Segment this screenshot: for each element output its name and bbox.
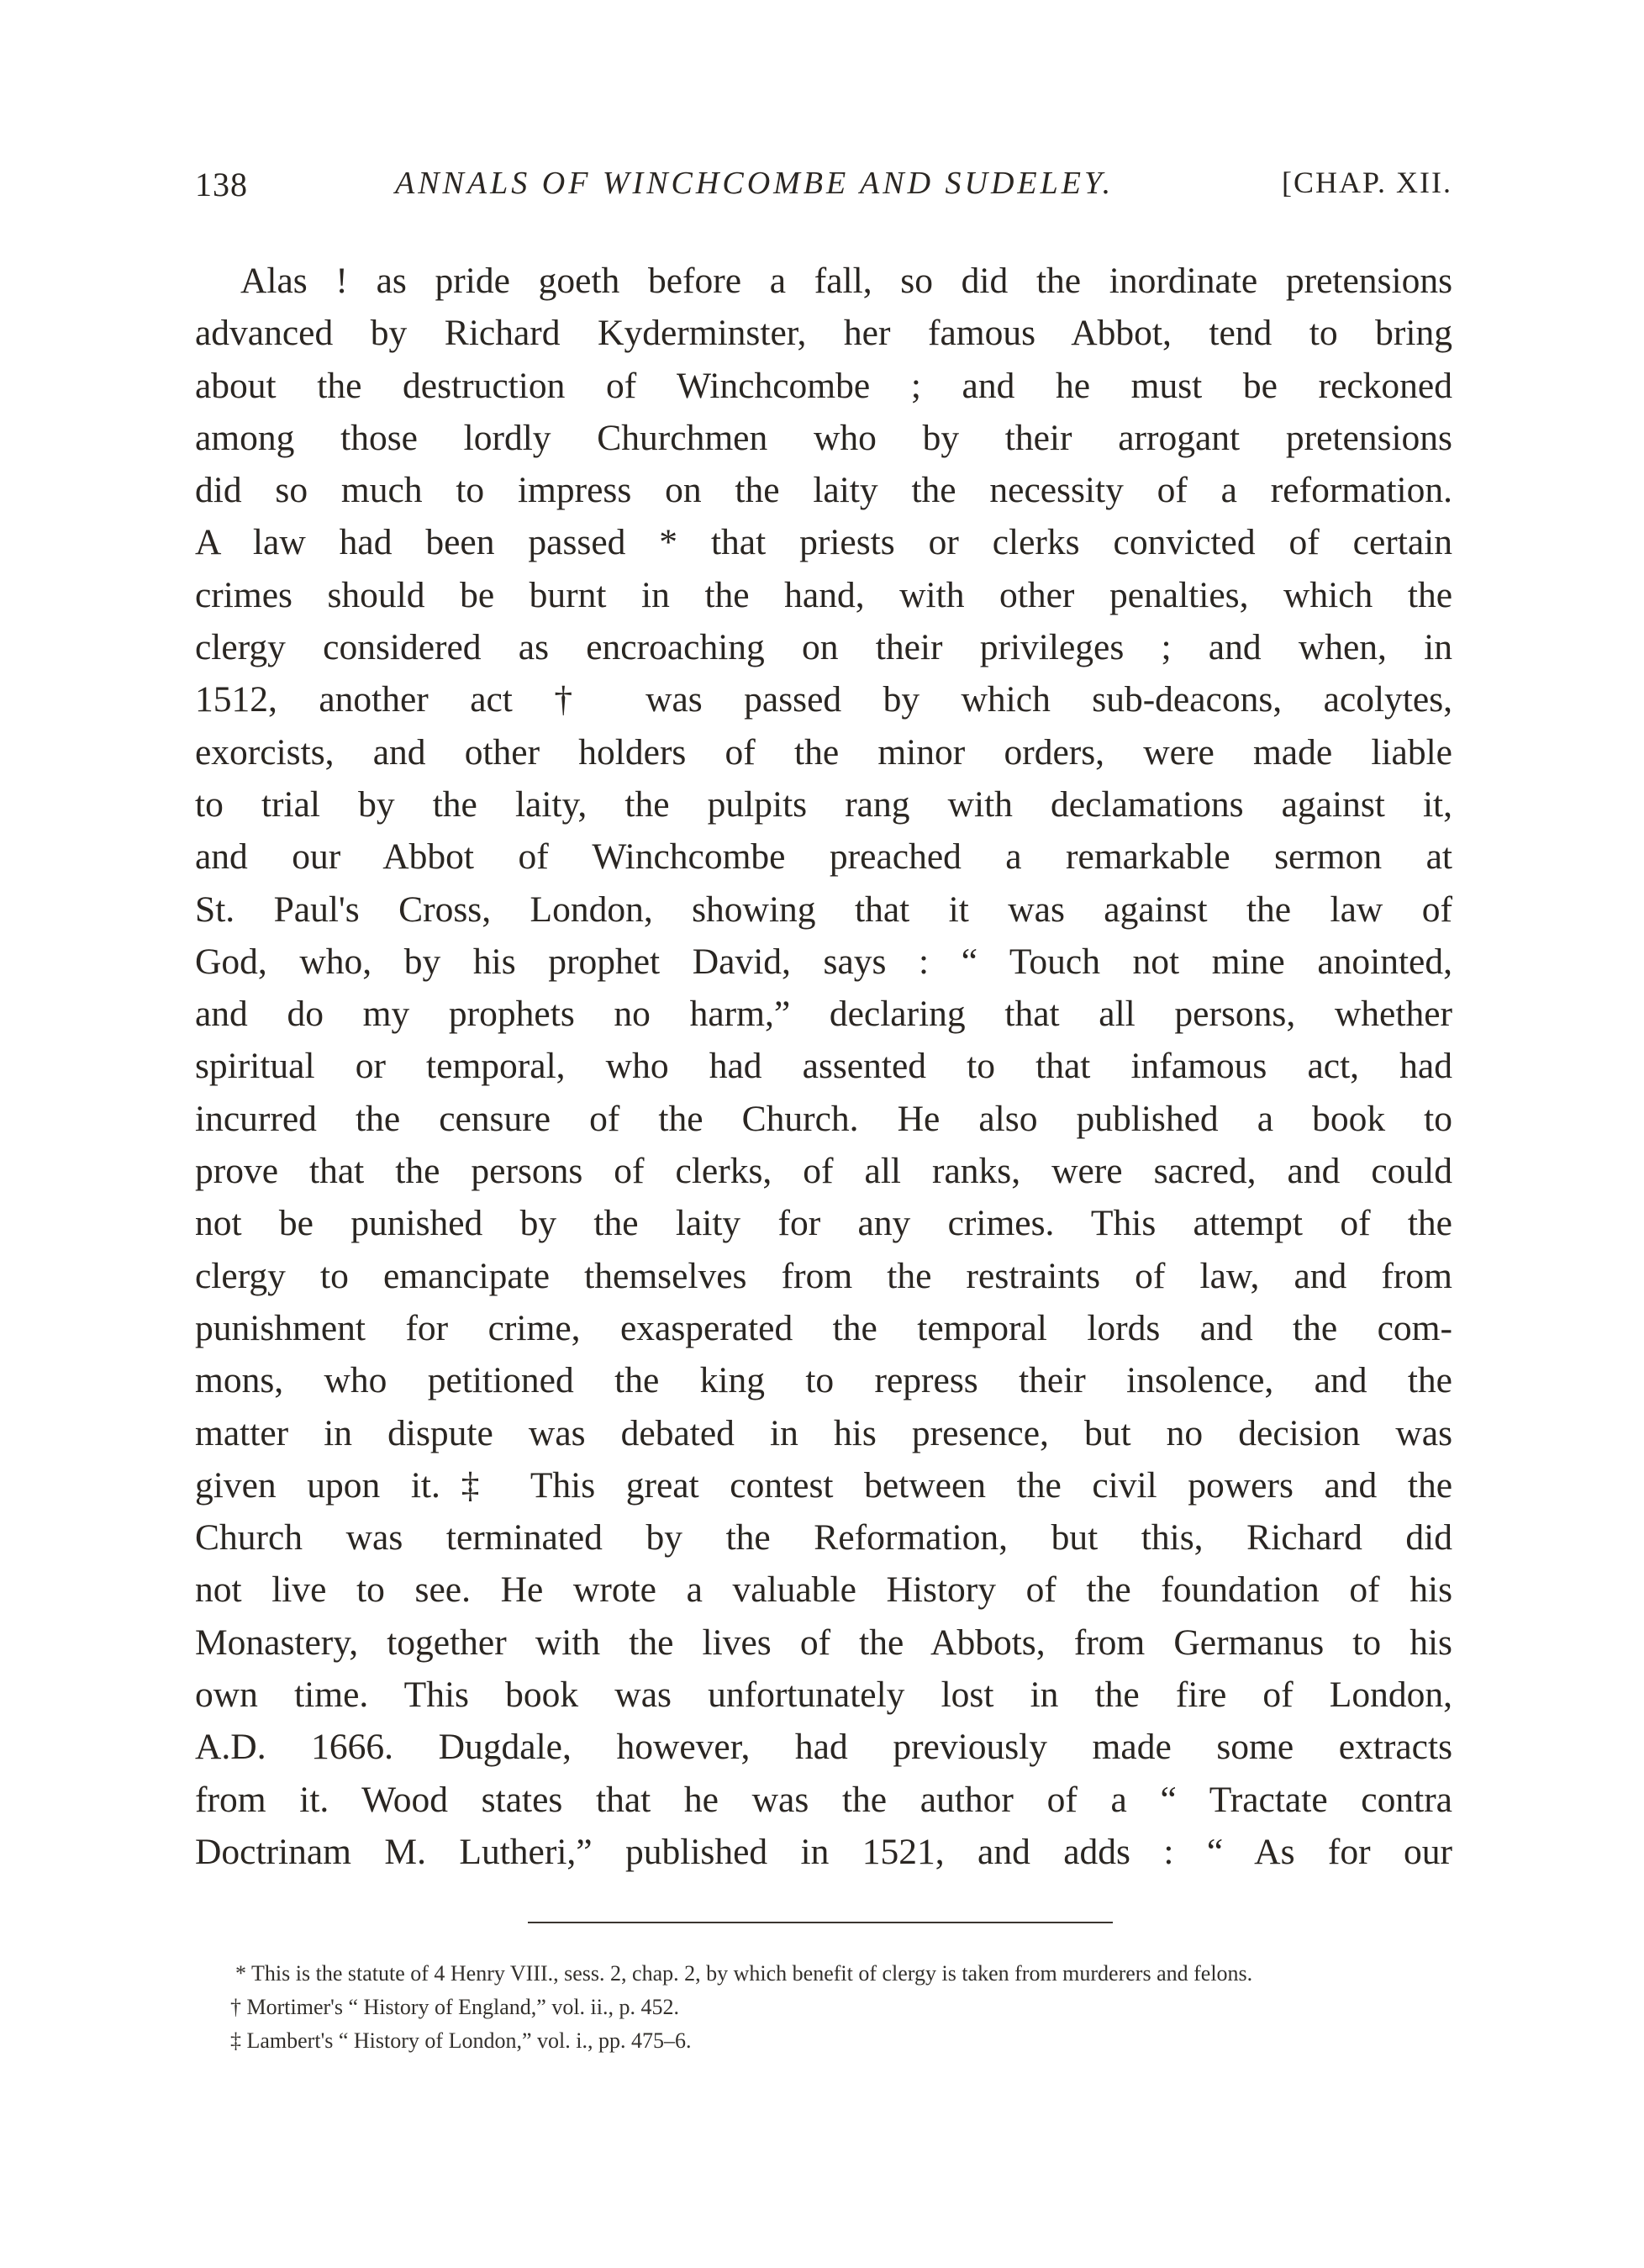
text-line: A law had been passed * that priests or clerks convicted of certain	[195, 522, 1452, 563]
footnote-star: * This is the statute of 4 Henry VIII., sess. 2, chap. 2, by which benefit of clergy is taken from murderers and felons.	[235, 1961, 1253, 1986]
text-line: not live to see. He wrote a valuable History of the foundation of his	[195, 1569, 1452, 1611]
text-line: crimes should be burnt in the hand, with other penalties, which the	[195, 574, 1452, 615]
footnotes	[195, 1957, 1452, 2058]
text-line: Church was terminated by the Reformation, but this, Richard did	[195, 1517, 1452, 1559]
text-line: spiritual or temporal, who had assented to that infamous act, had	[195, 1046, 1452, 1087]
text-line: prove that the persons of clerks, of all ranks, were sacred, and could	[195, 1151, 1452, 1192]
text-line: Monastery, together with the lives of the Abbots, from Germanus to his	[195, 1622, 1452, 1663]
text-line: from it. Wood states that he was the author of a “ Tractate contra	[195, 1779, 1452, 1820]
text-line: mons, who petitioned the king to repress their insolence, and the	[195, 1360, 1452, 1401]
body-text	[195, 255, 1452, 1878]
text-line: clergy considered as encroaching on their privileges ; and when, in	[195, 627, 1452, 668]
text-line: God, who, by his prophet David, says : “ Touch not mine anointed,	[195, 941, 1452, 982]
text-line: not be punished by the laity for any crimes. This attempt of the	[195, 1203, 1452, 1244]
footnote-double-dagger: ‡ Lambert's “ History of London,” vol. i., pp. 475–6.	[230, 2028, 692, 2053]
text-line: and our Abbot of Winchcombe preached a remarkable sermon at	[195, 836, 1452, 878]
text-line: among those lordly Churchmen who by their arrogant pretensions	[195, 417, 1452, 458]
text-line: incurred the censure of the Church. He also published a book to	[195, 1098, 1452, 1139]
text-line: about the destruction of Winchcombe ; and he must be reckoned	[195, 365, 1452, 406]
text-line: A.D. 1666. Dugdale, however, had previously made some extracts	[195, 1727, 1452, 1768]
text-line: St. Paul's Cross, London, showing that it was against the law of	[195, 889, 1452, 930]
footnote-divider	[528, 1922, 1113, 1923]
text-line: did so much to impress on the laity the necessity of a reformation.	[195, 470, 1452, 511]
text-line: clergy to emancipate themselves from the restraints of law, and from	[195, 1255, 1452, 1296]
text-line: punishment for crime, exasperated the temporal lords and the com-	[195, 1307, 1452, 1348]
text-line: given upon it.‡ This great contest between the civil powers and the	[195, 1464, 1452, 1506]
running-header	[195, 165, 1452, 215]
text-line: advanced by Richard Kyderminster, her famous Abbot, tend to bring	[195, 313, 1452, 354]
text-line: Doctrinam M. Lutheri,” published in 1521, and adds : “ As for our	[195, 1831, 1452, 1872]
page-number: 138	[195, 166, 248, 203]
text-line: 1512, another act † was passed by which sub-deacons, acolytes,	[195, 679, 1452, 720]
footnote-dagger: † Mortimer's “ History of England,” vol. ii., p. 452.	[230, 1995, 680, 2019]
text-line: to trial by the laity, the pulpits rang with declamations against it,	[195, 783, 1452, 825]
text-line: own time. This book was unfortunately lost in the fire of London,	[195, 1675, 1452, 1716]
text-line: matter in dispute was debated in his presence, but no decision was	[195, 1412, 1452, 1453]
text-line: Alas ! as pride goeth before a fall, so did the inordinate pretensions	[240, 261, 1452, 301]
text-line: exorcists, and other holders of the minor orders, were made liable	[195, 731, 1452, 773]
book-title: ANNALS OF WINCHCOMBE AND SUDELEY.	[395, 166, 1114, 201]
chapter-label: [CHAP. XII.	[1281, 166, 1452, 199]
text-line: and do my prophets no harm,” declaring that all persons, whether	[195, 994, 1452, 1035]
